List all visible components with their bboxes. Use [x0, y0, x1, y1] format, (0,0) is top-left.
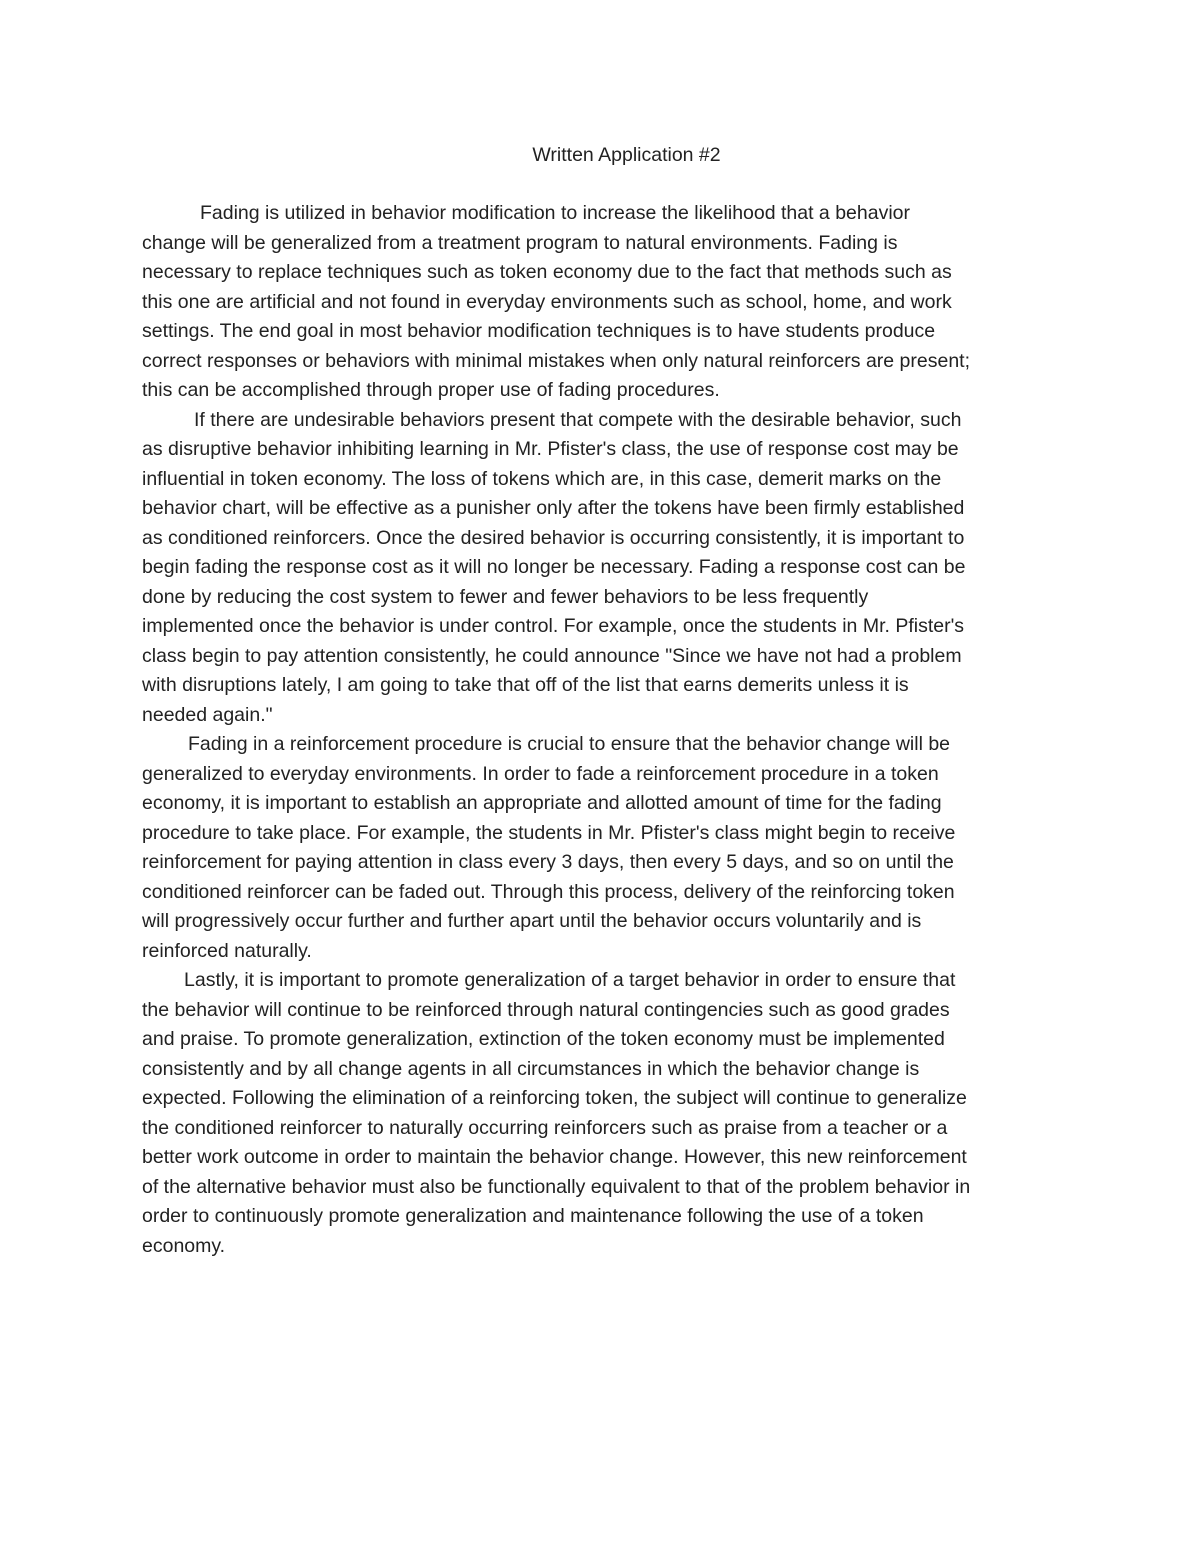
text-line: conditioned reinforcer can be faded out. Through this process, delivery of the reinforcing token: [142, 880, 955, 903]
text-line: with disruptions lately, I am going to take that off of the list that earns demerits unless it is: [142, 674, 909, 696]
text-line: Fading is utilized in behavior modification to increase the likelihood that a behavior: [200, 202, 910, 224]
text-line: reinforcement for paying attention in class every 3 days, then every 5 days, and so on until the: [142, 851, 954, 873]
text-line: economy.: [142, 1234, 226, 1257]
text-line: this can be accomplished through proper use of fading procedures.: [142, 379, 720, 401]
text-line: influential in token economy. The loss of tokens which are, in this case, demerit marks on the: [142, 467, 942, 490]
text-line: the behavior will continue to be reinforced through natural contingencies such as good grades: [142, 998, 950, 1021]
text-line: change will be generalized from a treatment program to natural environments. Fading is: [142, 231, 898, 254]
text-line: as conditioned reinforcers. Once the desired behavior is occurring consistently, it is important to: [142, 526, 965, 549]
text-line: economy, it is important to establish an appropriate and allotted amount of time for the fading: [142, 792, 942, 814]
text-line: reinforced naturally.: [142, 939, 312, 962]
text-line: necessary to replace techniques such as token economy due to the fact that methods such as: [142, 261, 952, 283]
text-line: this one are artificial and not found in everyday environments such as school, home, and work: [142, 290, 952, 313]
text-line: correct responses or behaviors with minimal mistakes when only natural reinforcers are present;: [142, 349, 971, 372]
text-line: expected. Following the elimination of a reinforcing token, the subject will continue to generalize: [142, 1087, 967, 1109]
paragraph-3: [142, 730, 1060, 966]
text-line: generalized to everyday environments. In order to fade a reinforcement procedure in a token: [142, 762, 939, 785]
text-line: as disruptive behavior inhibiting learning in Mr. Pfister's class, the use of response cost may be: [142, 438, 959, 460]
paragraph-1: [142, 199, 1060, 406]
text-line: order to continuously promote generalization and maintenance following the use of a token: [142, 1205, 924, 1227]
text-line: needed again.": [142, 703, 273, 726]
text-line: Lastly, it is important to promote generalization of a target behavior in order to ensure that: [184, 969, 956, 991]
text-line: consistently and by all change agents in all circumstances in which the behavior change is: [142, 1057, 920, 1080]
paragraph-2: [142, 406, 1060, 731]
text-line: will progressively occur further and further apart until the behavior occurs voluntarily and is: [142, 910, 922, 932]
text-line: behavior chart, will be effective as a punisher only after the tokens have been firmly established: [142, 497, 965, 519]
text-line: done by reducing the cost system to fewer and fewer behaviors to be less frequently: [142, 585, 869, 608]
text-line: and praise. To promote generalization, extinction of the token economy must be implemented: [142, 1028, 945, 1050]
text-line: settings. The end goal in most behavior modification techniques is to have students produce: [142, 320, 936, 342]
text-line: class begin to pay attention consistently, he could announce "Since we have not had a problem: [142, 644, 962, 667]
text-line: better work outcome in order to maintain the behavior change. However, this new reinforcement: [142, 1146, 967, 1168]
paragraph-4: [142, 966, 1060, 1261]
text-line: implemented once the behavior is under control. For example, once the students in Mr. Pfister's: [142, 615, 965, 637]
text-line: procedure to take place. For example, the students in Mr. Pfister's class might begin to receive: [142, 821, 956, 844]
document-title: Written Application #2: [532, 144, 721, 166]
text-line: the conditioned reinforcer to naturally occurring reinforcers such as praise from a teacher or a: [142, 1116, 948, 1139]
text-line: of the alternative behavior must also be functionally equivalent to that of the problem behavior in: [142, 1175, 971, 1198]
document-body: [142, 199, 1060, 1261]
text-line: If there are undesirable behaviors present that compete with the desirable behavior, such: [194, 408, 962, 431]
text-line: begin fading the response cost as it will no longer be necessary. Fading a response cost can be: [142, 556, 966, 578]
text-line: Fading in a reinforcement procedure is crucial to ensure that the behavior change will be: [188, 733, 951, 755]
